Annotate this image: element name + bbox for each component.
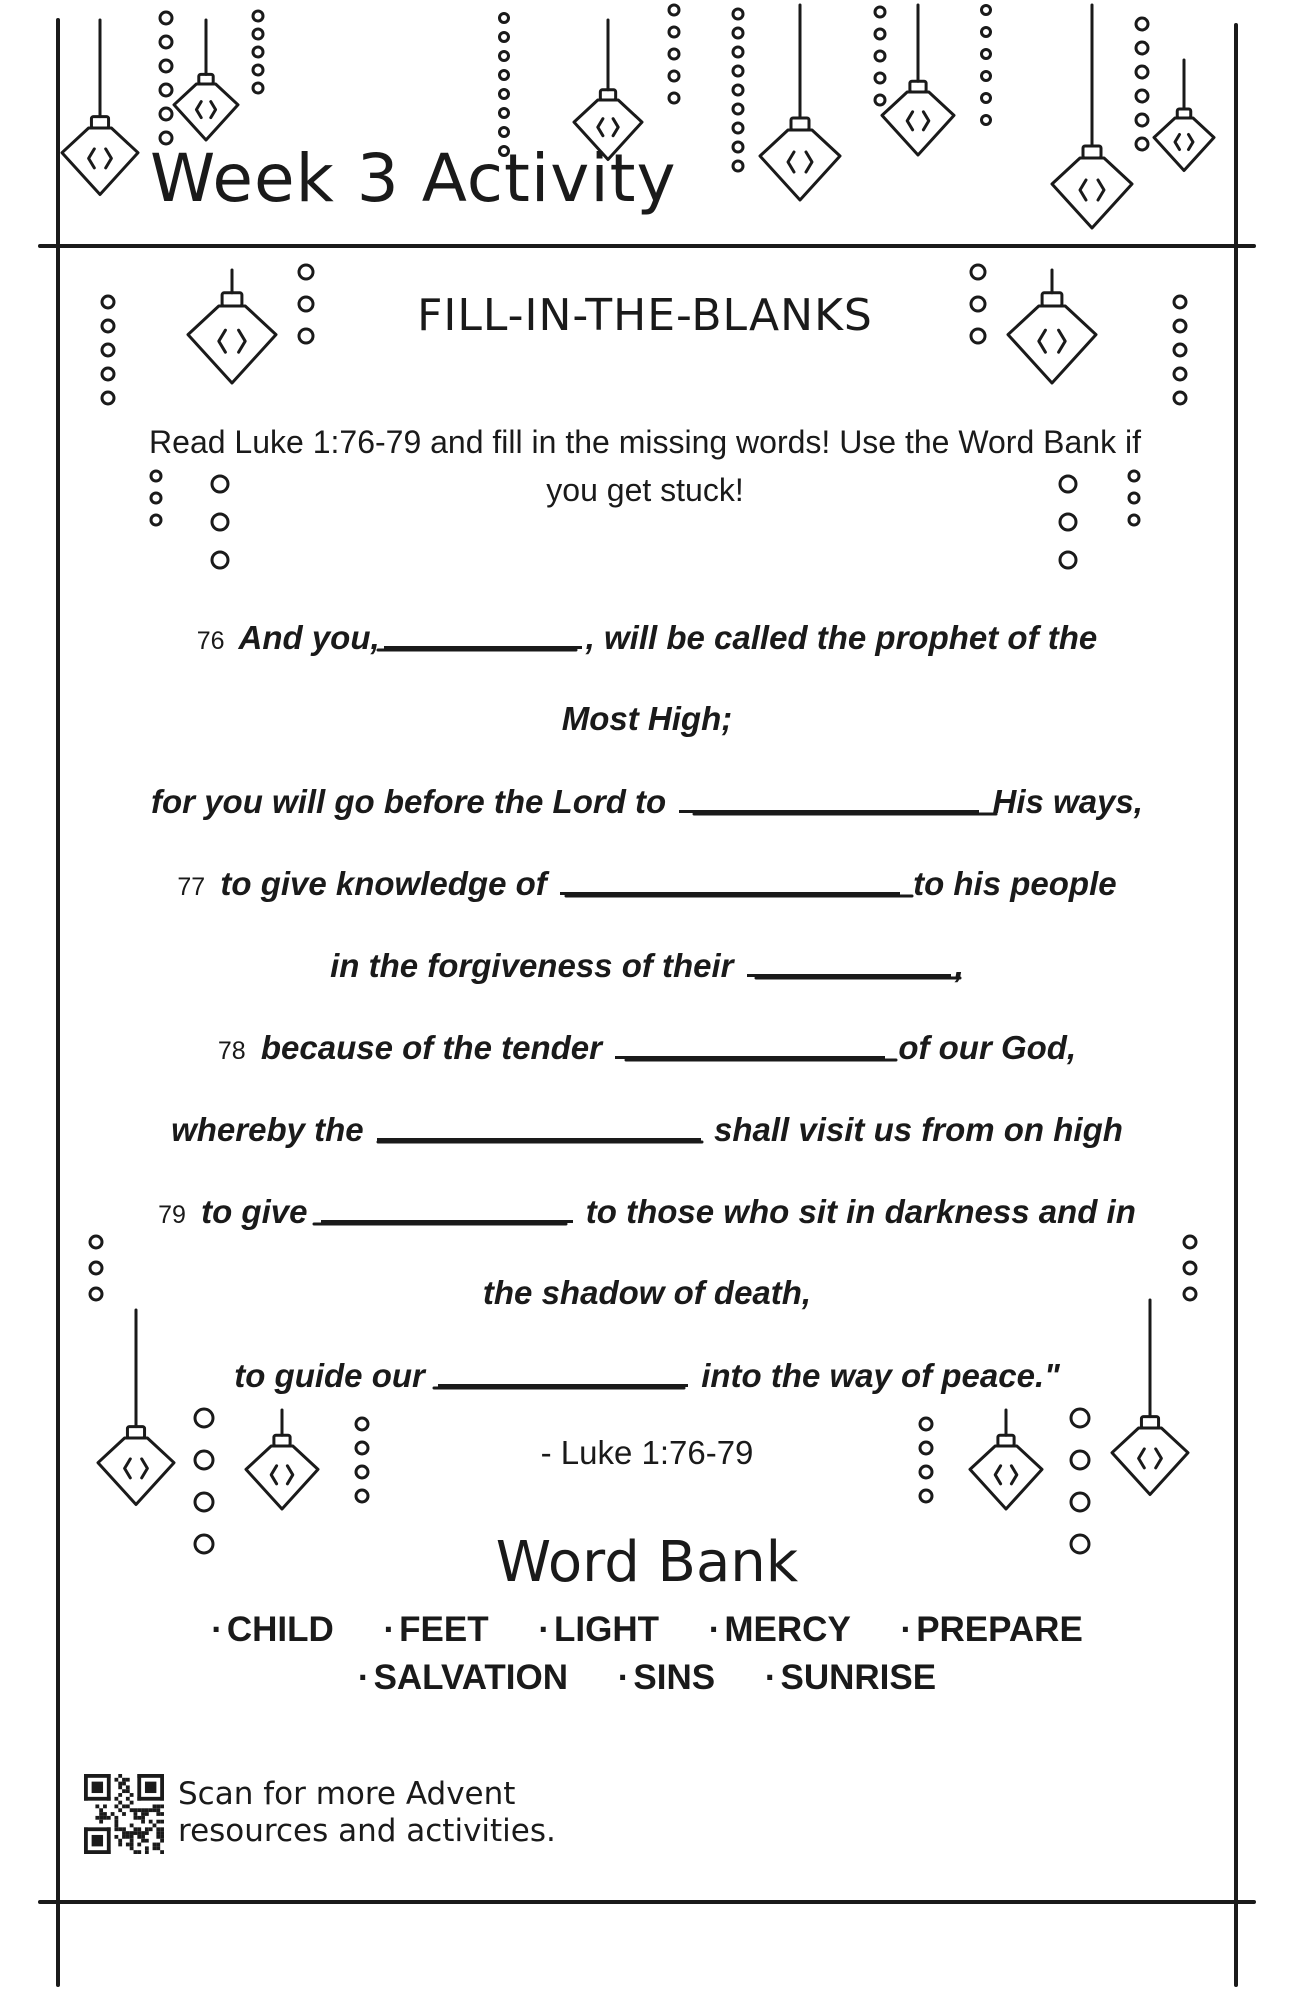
hanging-ornament-icon: [882, 5, 954, 155]
verse-text: in the forgiveness of their: [330, 947, 734, 984]
word-bank-item: · CHILD: [211, 1610, 334, 1650]
verse-text: , will be called the prophet of the: [585, 619, 1098, 656]
verse-number: 76: [196, 627, 225, 655]
footer-text: [178, 1776, 556, 1850]
verse-text: to his people: [913, 865, 1117, 902]
answer-blank[interactable]: [560, 864, 900, 895]
verse-number: 78: [217, 1037, 246, 1065]
footer-line-2: resources and activities.: [178, 1813, 556, 1849]
verse-text: because of the tender: [260, 1029, 602, 1066]
verse-text: And you,: [238, 619, 380, 656]
verse-text: to give: [201, 1193, 308, 1230]
hanging-ornament-icon: [1154, 60, 1214, 171]
verse-number: 79: [158, 1201, 186, 1229]
verse-line-8: [100, 1192, 1194, 1231]
dot-string: [733, 9, 743, 171]
verse-text: whereby the: [171, 1111, 364, 1148]
hanging-ornament-icon: [174, 20, 238, 140]
answer-blank[interactable]: [321, 1192, 573, 1223]
verse-line-7: [100, 1110, 1194, 1149]
verse-text: to give knowledge of: [220, 865, 547, 902]
answer-blank[interactable]: [377, 1110, 701, 1141]
verse-text: to guide our: [234, 1357, 425, 1394]
dot-string: [500, 14, 509, 156]
verse-text: of our God,: [898, 1029, 1077, 1066]
verse-text: ,: [954, 947, 964, 984]
dot-string: [1174, 296, 1186, 404]
dot-string: [875, 7, 885, 105]
hanging-ornament-icon: [574, 20, 642, 160]
hanging-ornament-icon: [188, 270, 276, 383]
word-bank-row-2: [0, 1658, 1294, 1698]
answer-blank[interactable]: [438, 1356, 688, 1387]
word-bank-item: · SUNRISE: [765, 1658, 936, 1698]
verse-line-1: [100, 618, 1194, 657]
verse-line-2: [100, 700, 1194, 738]
verse-line-5: [100, 946, 1194, 985]
answer-blank[interactable]: [679, 782, 979, 813]
hanging-ornament-icon: [760, 5, 840, 200]
dot-string: [982, 6, 991, 125]
word-bank-title: Word Bank: [495, 1530, 799, 1595]
verse-text: into the way of peace.": [701, 1357, 1060, 1394]
dot-string: [1136, 18, 1148, 150]
verse-text: His ways,: [992, 783, 1143, 820]
word-bank-item: · FEET: [384, 1610, 489, 1650]
verse-text: for you will go before the Lord to: [151, 783, 667, 820]
instructions: Read Luke 1:76-79 and fill in the missing words! Use the Word Bank if you get stuck!: [149, 424, 1141, 508]
dot-string: [253, 11, 263, 93]
word-bank-item: · MERCY: [709, 1610, 851, 1650]
dot-string: [102, 296, 114, 404]
verse-number: 77: [177, 873, 206, 901]
word-bank-item: · PREPARE: [901, 1610, 1083, 1650]
verse-text: the shadow of death,: [482, 1274, 812, 1311]
verse-line-6: [100, 1028, 1194, 1067]
dot-string: [669, 5, 679, 103]
word-bank-item: · LIGHT: [538, 1610, 659, 1650]
page-title: Week 3 Activity: [150, 140, 677, 217]
footer-line-1: Scan for more Advent: [178, 1776, 516, 1812]
verse-text: Most High;: [561, 700, 733, 737]
answer-blank[interactable]: [384, 618, 582, 649]
answer-blank[interactable]: [747, 946, 951, 977]
word-bank-row-1: [0, 1610, 1294, 1650]
verse-line-4: [100, 864, 1194, 903]
answer-blank[interactable]: [615, 1028, 885, 1059]
word-bank-item: · SINS: [618, 1658, 715, 1698]
hanging-ornament-icon: [1008, 270, 1096, 383]
dot-string: [160, 12, 172, 144]
hanging-ornament-icon: [1052, 5, 1132, 228]
verse-line-9: [100, 1274, 1194, 1312]
verse-text: to those who sit in darkness and in: [585, 1193, 1136, 1230]
verse-line-3: [100, 782, 1194, 821]
verse-line-10: [100, 1356, 1194, 1395]
scripture-citation: - Luke 1:76-79: [540, 1434, 754, 1471]
word-bank-item: · SALVATION: [358, 1658, 568, 1698]
hanging-ornament-icon: [62, 20, 138, 195]
hanging-ornament-icon: [98, 1310, 174, 1505]
section-title: FILL-IN-THE-BLANKS: [417, 290, 873, 341]
qr-code-icon[interactable]: [84, 1774, 164, 1854]
dot-strings: [90, 5, 1196, 1553]
verse-text: shall visit us from on high: [714, 1111, 1123, 1148]
